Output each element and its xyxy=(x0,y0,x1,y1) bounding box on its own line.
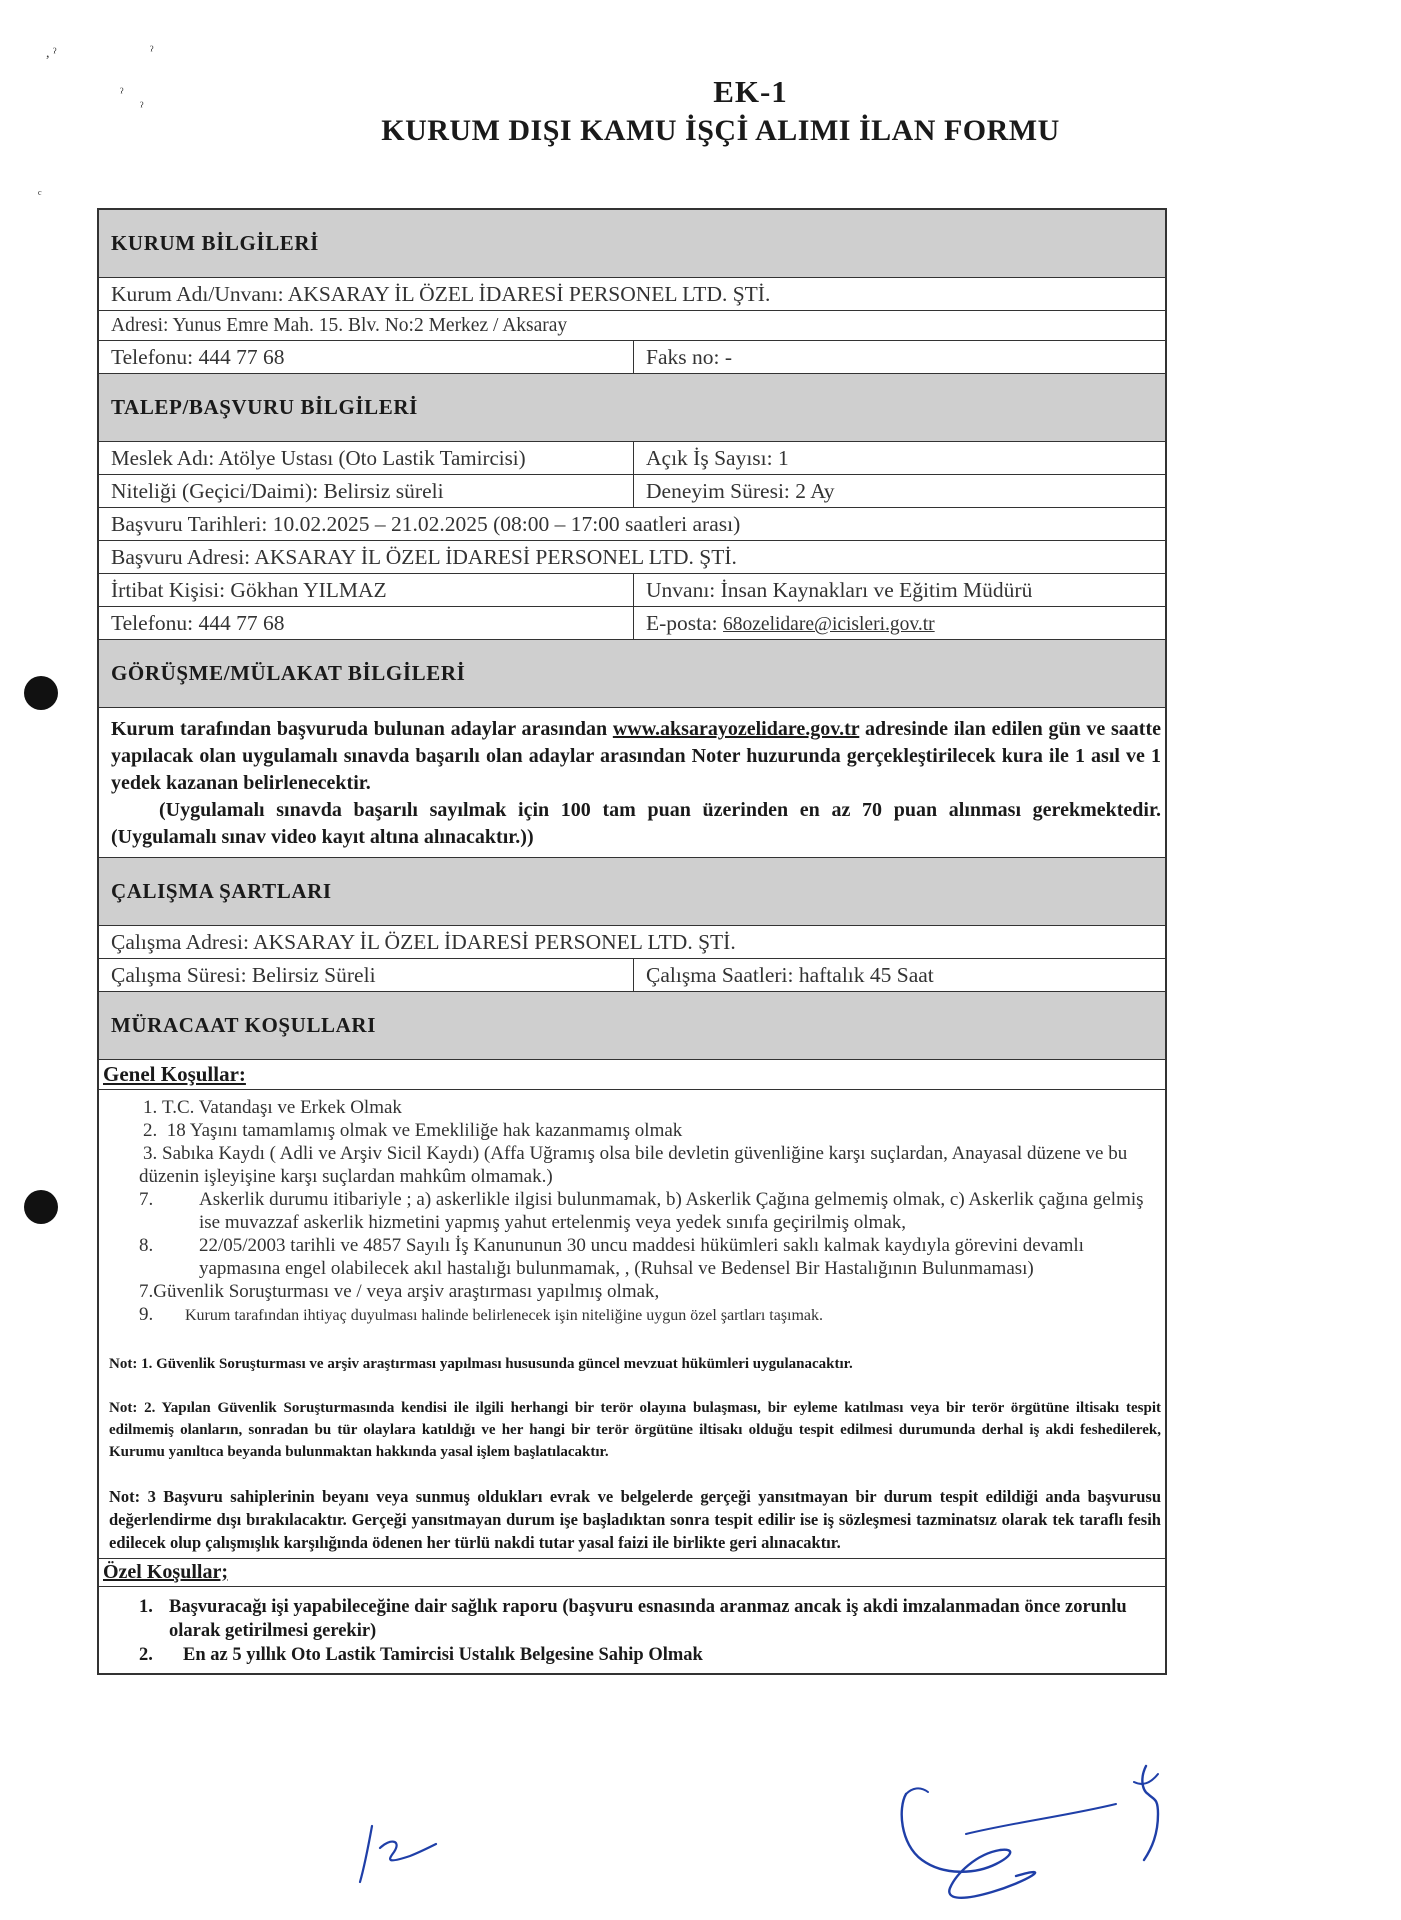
meslek-row xyxy=(99,442,1165,475)
list-item-number: 1. xyxy=(143,1097,158,1118)
basvuru-tarihleri-row xyxy=(99,508,1165,541)
kurum-adi-row xyxy=(99,278,1165,311)
eposta-link[interactable]: 68ozelidare@icisleri.gov.tr xyxy=(723,614,935,635)
calisma-saatleri: Çalışma Saatleri: haftalık 45 Saat xyxy=(646,963,934,987)
kurum-telefon: Telefonu: 444 77 68 xyxy=(99,341,634,373)
section-calisma-heading: ÇALIŞMA ŞARTLARI xyxy=(99,858,1165,926)
section-talep-heading: TALEP/BAŞVURU BİLGİLERİ xyxy=(99,374,1165,442)
scan-speck: ˀ xyxy=(150,44,154,59)
list-item-number: 7. xyxy=(139,1281,154,1302)
irtibat-unvani: Unvanı: İnsan Kaynakları ve Eğitim Müdürü xyxy=(646,578,1033,602)
list-item-number: 1. xyxy=(139,1597,153,1617)
eposta-label: E-posta: xyxy=(646,611,724,635)
note-3: Not: 3 Başvuru sahiplerinin beyanı veya sunmuş oldukları evrak ve belgelerde gerçeği yansıtmayan bir durum tespit edildiği anda başvurusu değerlendirme dışı bırakılacaktır. Gerçeği yansıtmayan durum işe başladıktan sonra tespit edilir ise iş sözleşmesi tazminatsız olarak tek taraflı fesih edilecek olup çalışmışlık karşılığında ödenen her türlü nakdi tutar yasal faizi ile birlikte geri alınacaktır. xyxy=(109,1487,1161,1552)
list-item-text: 22/05/2003 tarihli ve 4857 Sayılı İş Kanununun 30 uncu maddesi hükümleri saklı kalmak kaydıyla görevini devamlı yapmasına engel olabilecek akıl hastalığı bulunmamak, , (Ruhsal ve Bedensel Bir Hastalığının Bulunmaması) xyxy=(199,1235,1084,1279)
mulakat-paragraph-2: (Uygulamalı sınavda başarılı sayılmak için 100 tam puan üzerinden en az 70 puan alınması gerekmektedir. (Uygulamalı sınav video kayıt altına alınacaktır.)) xyxy=(111,799,1161,848)
punch-hole-bottom xyxy=(24,1190,58,1224)
genel-kosullar-label: Genel Koşullar: xyxy=(99,1060,1165,1090)
meslek-adi: Meslek Adı: Atölye Ustası (Oto Lastik Tamircisi) xyxy=(99,442,634,474)
list-item-number: 9. xyxy=(139,1304,154,1325)
list-item xyxy=(139,1234,1155,1280)
scan-speck: , ˀ xyxy=(46,46,57,61)
mulakat-p1-start: Kurum tarafından başvuruda bulunan adaylar arasından xyxy=(111,718,613,740)
announcement-form xyxy=(97,208,1167,1675)
signature-right xyxy=(896,1764,1186,1914)
acik-is-sayisi: Açık İş Sayısı: 1 xyxy=(646,446,789,470)
kurum-iletisim-row xyxy=(99,341,1165,374)
note-2: Not: 2. Yapılan Güvenlik Soruşturmasında kendisi ile ilgili herhangi bir terör olayına bulaşması, bir eyleme katılması veya bir terör örgütüne iltisakı tespit edilmemiş olanların, sonradan bu tür olaylara katıldığı ve her hangi bir terör örgütüne iltisakı olduğu tespit edilmesi durumunda derhal iş akdi feshedilerek, Kurumu yanıltıca beyanda bulunmaktan hakkında yasal işlem başlatılacaktır. xyxy=(109,1400,1161,1460)
website-link[interactable]: www.aksarayozelidare.gov.tr xyxy=(612,718,860,740)
kurum-adi: Kurum Adı/Unvanı: AKSARAY İL ÖZEL İDARESİ PERSONEL LTD. ŞTİ. xyxy=(111,282,771,306)
scan-speck: ˀ xyxy=(120,86,124,101)
note-1: Not: 1. Güvenlik Soruşturması ve arşiv araştırması yapılması hususunda güncel mevzuat hükümleri uygulanacaktır. xyxy=(109,1356,853,1372)
irtibat-iletisim-row xyxy=(99,607,1165,640)
list-item xyxy=(139,1595,1155,1643)
list-item-text: Başvuracağı işi yapabileceğine dair sağlık raporu (başvuru esnasında aranmaz ancak iş akdi imzalanmadan önce zorunlu olarak getirilmesi gerekir) xyxy=(169,1597,1127,1641)
basvuru-tarihleri: Başvuru Tarihleri: 10.02.2025 – 21.02.2025 (08:00 – 17:00 saatleri arası) xyxy=(111,512,741,536)
irtibat-row xyxy=(99,574,1165,607)
list-item-number: 7. xyxy=(139,1189,154,1210)
list-item-number: 3. xyxy=(143,1143,158,1164)
irtibat-telefon: Telefonu: 444 77 68 xyxy=(99,607,634,639)
list-item xyxy=(135,1142,1155,1188)
kurum-faks: Faks no: - xyxy=(646,345,732,369)
basvuru-adresi: Başvuru Adresi: AKSARAY İL ÖZEL İDARESİ PERSONEL LTD. ŞTİ. xyxy=(111,545,737,569)
mulakat-p1-end: adresinde ilan edilen gün ve saatte yapılacak olan uygulamalı sınavda başarılı olan adaylar arasından Noter huzurunda gerçekleştirilecek kura ile 1 asıl ve 1 yedek kazanan belirlenecektir. xyxy=(111,718,1161,794)
section-kurum-heading: KURUM BİLGİLERİ xyxy=(99,210,1165,278)
list-item-text: 18 Yaşını tamamlamış olmak ve Emekliliğe hak kazanmamış olmak xyxy=(166,1120,683,1141)
list-item xyxy=(139,1119,1155,1142)
annex-label: EK-1 xyxy=(713,74,788,109)
notes xyxy=(99,1331,1165,1554)
irtibat-kisisi: İrtibat Kişisi: Gökhan YILMAZ xyxy=(99,574,634,606)
genel-kosullar-list xyxy=(99,1090,1165,1331)
calisma-adresi-row xyxy=(99,926,1165,959)
list-item-text: Güvenlik Soruşturması ve / veya arşiv araştırması yapılmış olmak, xyxy=(153,1281,660,1302)
list-item xyxy=(139,1096,1155,1119)
mulakat-paragraph-1 xyxy=(111,716,1161,797)
list-item-number: 2. xyxy=(139,1645,153,1665)
calisma-suresi: Çalışma Süresi: Belirsiz Süreli xyxy=(99,959,634,991)
form-title: KURUM DIŞI KAMU İŞÇİ ALIMI İLAN FORMU xyxy=(381,114,1060,147)
section-mulakat-heading: GÖRÜŞME/MÜLAKAT BİLGİLERİ xyxy=(99,640,1165,708)
list-item-text: Sabıka Kaydı ( Adli ve Arşiv Sicil Kaydı) (Affa Uğramış olsa bile devletin güvenliğine karşı suçlardan, Anayasal düzene ve bu düzenin işleyişine karşı suçlardan mahkûm olmamak.) xyxy=(139,1143,1128,1187)
punch-hole-top xyxy=(24,676,58,710)
list-item-text: En az 5 yıllık Oto Lastik Tamircisi Ustalık Belgesine Sahip Olmak xyxy=(183,1645,703,1665)
deneyim-suresi: Deneyim Süresi: 2 Ay xyxy=(646,479,835,503)
list-item-text: T.C. Vatandaşı ve Erkek Olmak xyxy=(162,1097,402,1118)
list-item-number: 8. xyxy=(139,1235,154,1256)
nitelik: Niteliği (Geçici/Daimi): Belirsiz süreli xyxy=(99,475,634,507)
scan-speck: ˀ xyxy=(140,100,144,115)
signature-initial-left xyxy=(350,1818,440,1888)
kurum-adres: Adresi: Yunus Emre Mah. 15. Blv. No:2 Merkez / Aksaray xyxy=(111,315,568,336)
calisma-sure-row xyxy=(99,959,1165,992)
list-item-text: Kurum tarafından ihtiyaç duyulması halinde belirlenecek işin niteliğine uygun özel şartları taşımak. xyxy=(185,1307,824,1324)
list-item-text: Askerlik durumu itibariyle ; a) askerlikle ilgisi bulunmamak, b) Askerlik Çağına gelmemiş olmak, c) Askerlik çağına gelmiş ise muvazzaf askerlik hizmetini yapmış yahut ertelenmiş veya yedek sınıfa geçirilmiş olmak, xyxy=(199,1189,1144,1233)
nitelik-row xyxy=(99,475,1165,508)
ozel-kosullar-label: Özel Koşullar; xyxy=(99,1558,1165,1587)
section-muracaat-heading: MÜRACAAT KOŞULLARI xyxy=(99,992,1165,1060)
list-item xyxy=(139,1280,1155,1303)
calisma-adresi: Çalışma Adresi: AKSARAY İL ÖZEL İDARESİ PERSONEL LTD. ŞTİ. xyxy=(111,930,736,954)
list-item-number: 2. xyxy=(143,1120,158,1141)
list-item xyxy=(139,1188,1155,1234)
list-item xyxy=(139,1643,1155,1667)
page-header xyxy=(0,74,1401,148)
mulakat-text xyxy=(99,708,1165,858)
ozel-kosullar-list xyxy=(99,1587,1165,1673)
basvuru-adresi-row xyxy=(99,541,1165,574)
scan-speck: ᶜ xyxy=(38,188,42,203)
list-item xyxy=(139,1303,1155,1327)
irtibat-eposta-cell xyxy=(634,607,1165,639)
kurum-adres-row xyxy=(99,311,1165,341)
